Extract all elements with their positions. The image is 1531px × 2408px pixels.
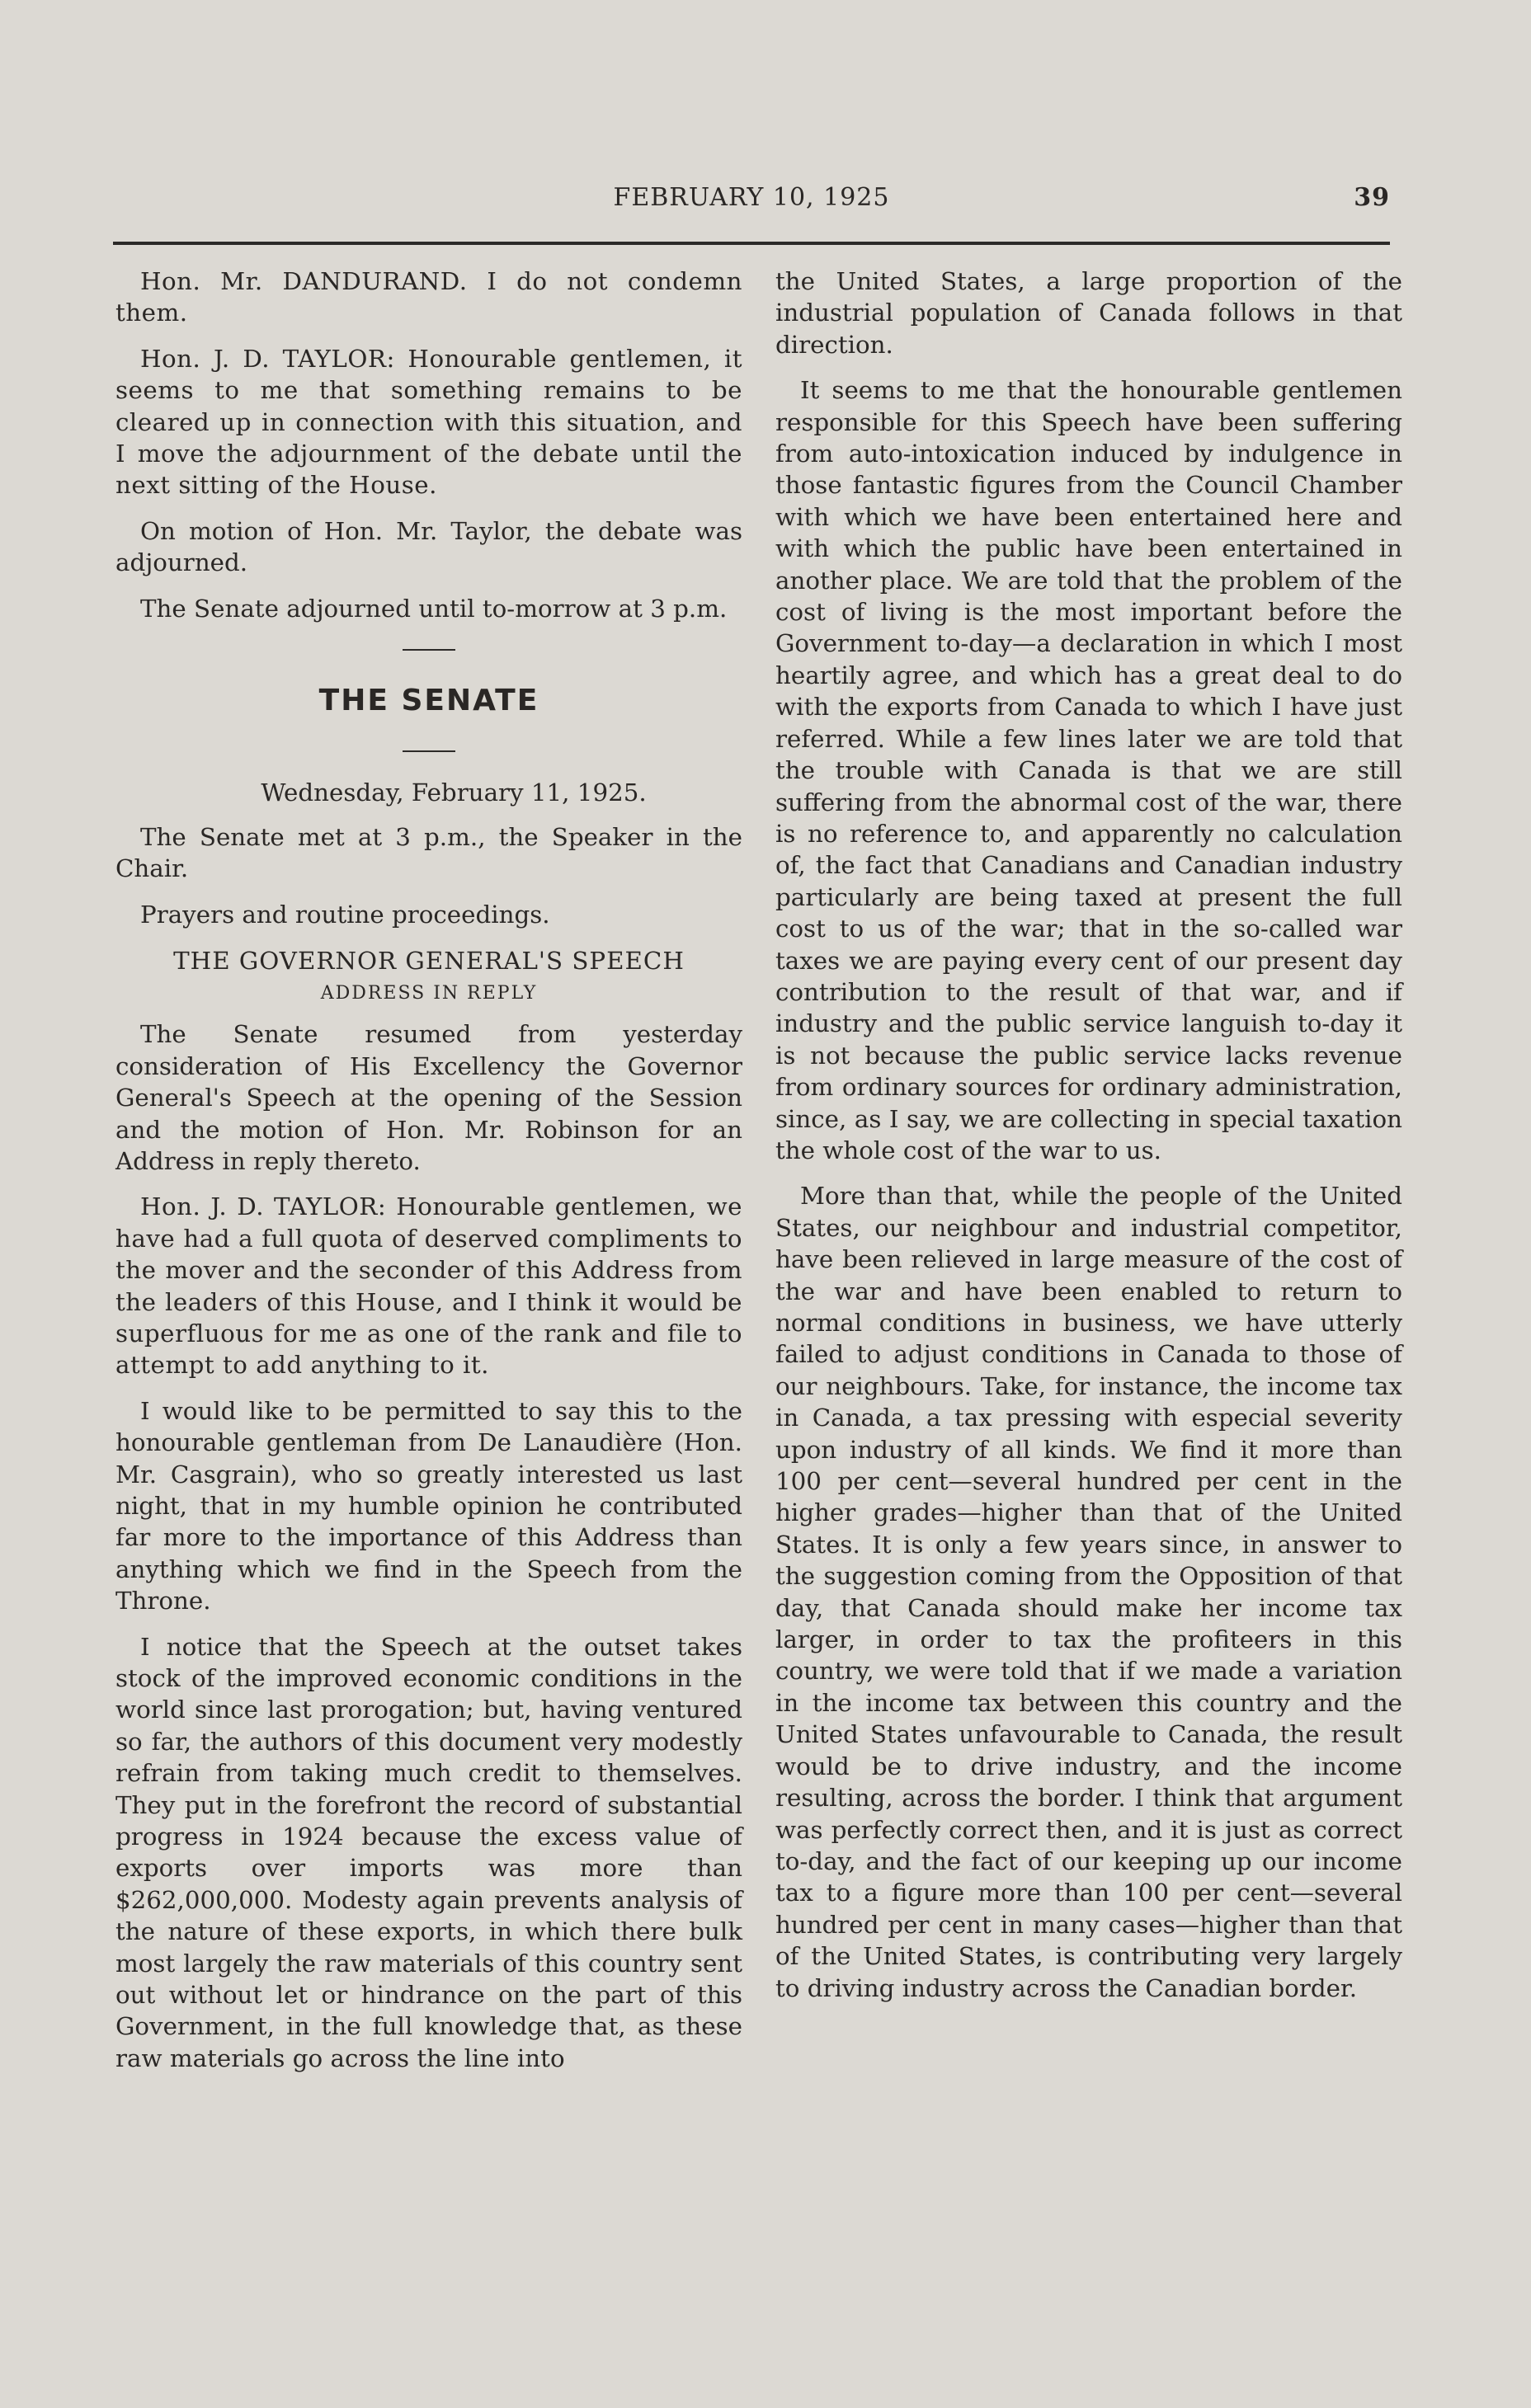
header-date: FEBRUARY 10, 1925 [613, 183, 890, 212]
right-column [775, 266, 1402, 2018]
paragraph: the United States, a large proportion of the industrial population of Canada follows in that direction. [775, 267, 1402, 359]
paragraph: On motion of Hon. Mr. Taylor, the debate was adjourned. [115, 516, 742, 577]
header-rule [113, 242, 1390, 245]
section-divider [403, 750, 455, 752]
sitting-date: Wednesday, February 11, 1925. [261, 778, 647, 807]
paragraph: I notice that the Speech at the outset takes stock of the improved economic conditions in the world since last prorogation; but, having ventured so far, the authors of this document very modestly refrain from taking much credit to themselves. They put in the forefront the record of substantial progress in 1924 because the excess value of exports over imports was more than $262,000,000. Modesty again prevents analysis of the nature of these exports, in which there bulk most largely the raw materials of this country sent out without let or hindrance on the part of this Government, in the full knowledge that, as these raw materials go across the line into [115, 1632, 742, 2072]
paragraph: The Senate adjourned until to-morrow at 3 p.m. [140, 594, 728, 623]
paragraph: The Senate met at 3 p.m., the Speaker in the Chair. [115, 823, 742, 883]
section-heading: THE GOVERNOR GENERAL'S SPEECH [173, 947, 685, 976]
left-column [115, 266, 742, 2088]
paragraph: I would like to be permitted to say this to the honourable gentleman from De Lanaudière (Hon. Mr. Casgrain), who so greatly interested us last night, that in my humble opinion he contributed far more to the importance of this Address than anything which we find in the Speech from the Throne. [115, 1396, 742, 1616]
paragraph: More than that, while the people of the United States, our neighbour and industrial competitor, have been relieved in large measure of the cost of the war and have been enabled to return to normal conditions in business, we have utterly failed to adjust conditions in Canada to those of our neighbours. Take, for instance, the income tax in Canada, a tax pressing with especial severity upon industry of all kinds. We find it more than 100 per cent—several hundred per cent in the higher grades—higher than that of the United States. It is only a few years since, in answer to the suggestion coming from the Opposition of that day, that Canada should make her income tax larger, in order to tax the profiteers in this country, we were told that if we made a variation in the income tax between this country and the United States unfavourable to Canada, the result would be to drive industry, and the income resulting, across the border. I think that argument was perfectly correct then, and it is just as correct to-day, and the fact of our keeping up our income tax to a figure more than 100 per cent—several hundred per cent in many cases—higher than that of the United States, is contributing very largely to driving industry across the Canadian border. [775, 1182, 1402, 2002]
subsection-heading: ADDRESS IN REPLY [320, 983, 538, 1004]
paragraph: Hon. J. D. TAYLOR: Honourable gentlemen, it seems to me that something remains to be cleared up in connection with this situation, and I move the adjournment of the debate until the next sitting of the House. [115, 344, 742, 500]
section-divider [403, 649, 455, 651]
paragraph: It seems to me that the honourable gentlemen responsible for this Speech have been suffering from auto-intoxication induced by indulgence in those fantastic figures from the Council Chamber with which we have been entertained here and with which the public have been entertained in another place. We are told that the problem of the cost of living is the most important before the Government to-day—a declaration in which I most heartily agree, and which has a great deal to do with the exports from Canada to which I have just referred. While a few lines later we are told that the trouble with Canada is that we are still suffering from the abnormal cost of the war, there is no reference to, and apparently no calculation of, the fact that Canadians and Canadian industry particularly are being taxed at present the full cost to us of the war; that in the so-called war taxes we are paying every cent of our present day contribution to the result of that war, and if industry and the public service languish to-day it is not because the public service lacks revenue from ordinary sources for ordinary administration, since, as I say, we are collecting in special taxation the whole cost of the war to us. [775, 376, 1402, 1164]
paragraph: The Senate resumed from yesterday consideration of His Excellency the Governor General's Speech at the opening of the Session and the motion of Hon. Mr. Robinson for an Address in reply thereto. [115, 1020, 742, 1175]
paragraph: Hon. J. D. TAYLOR: Honourable gentlemen, we have had a full quota of deserved compliments to the mover and the seconder of this Address from the leaders of this House, and I think it would be superfluous for me as one of the rank and file to attempt to add anything to it. [115, 1192, 742, 1380]
page-header [113, 183, 1390, 228]
senate-heading: THE SENATE [318, 684, 539, 718]
paragraph: Hon. Mr. DANDURAND. I do not condemn them. [115, 267, 742, 327]
paragraph: Prayers and routine proceedings. [140, 900, 550, 929]
page-number: 39 [1354, 183, 1390, 212]
